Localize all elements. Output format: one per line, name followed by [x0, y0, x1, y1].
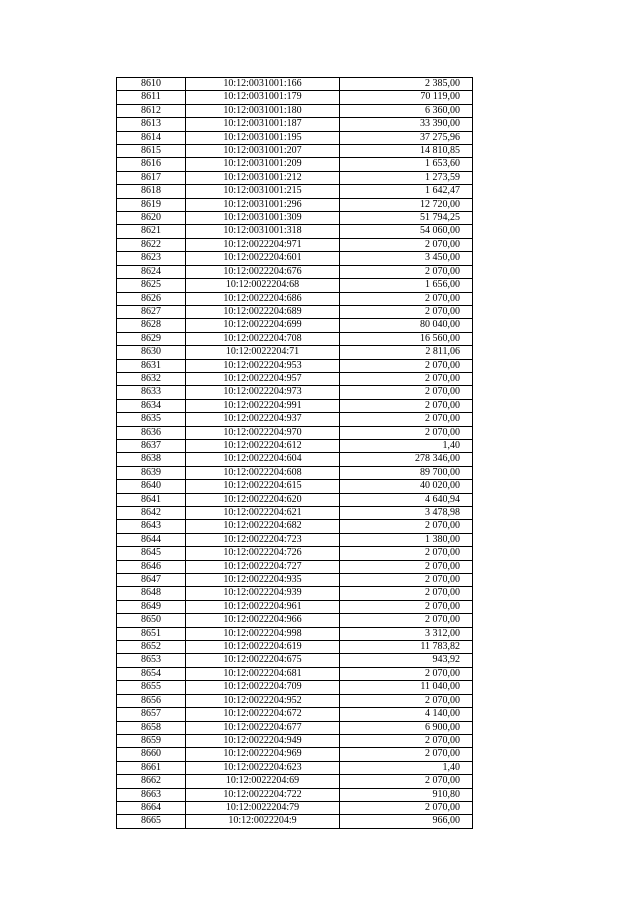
cadastral-number-cell: 10:12:0031001:209 — [186, 158, 340, 171]
table-row — [117, 560, 473, 573]
cadastral-number-cell: 10:12:0022204:672 — [186, 708, 340, 721]
table-row — [117, 225, 473, 238]
cadastral-number-cell: 10:12:0022204:708 — [186, 332, 340, 345]
row-number-cell: 8642 — [117, 507, 186, 520]
amount-cell: 11 783,82 — [340, 641, 473, 654]
table-row — [117, 466, 473, 479]
amount-cell: 278 346,00 — [340, 453, 473, 466]
row-number-cell: 8610 — [117, 78, 186, 91]
cadastral-number-cell: 10:12:0022204:623 — [186, 761, 340, 774]
table-row — [117, 145, 473, 158]
cadastral-number-cell: 10:12:0022204:682 — [186, 520, 340, 533]
row-number-cell: 8618 — [117, 185, 186, 198]
cadastral-number-cell: 10:12:0022204:79 — [186, 801, 340, 814]
row-number-cell: 8640 — [117, 480, 186, 493]
row-number-cell: 8649 — [117, 600, 186, 613]
row-number-cell: 8612 — [117, 104, 186, 117]
cadastral-number-cell: 10:12:0022204:68 — [186, 279, 340, 292]
amount-cell: 2 070,00 — [340, 587, 473, 600]
row-number-cell: 8659 — [117, 734, 186, 747]
table-row — [117, 788, 473, 801]
row-number-cell: 8650 — [117, 614, 186, 627]
amount-cell: 1 653,60 — [340, 158, 473, 171]
row-number-cell: 8622 — [117, 238, 186, 251]
amount-cell: 89 700,00 — [340, 466, 473, 479]
row-number-cell: 8627 — [117, 305, 186, 318]
amount-cell: 2 070,00 — [340, 399, 473, 412]
cadastral-number-cell: 10:12:0022204:619 — [186, 641, 340, 654]
amount-cell: 2 070,00 — [340, 520, 473, 533]
table-row — [117, 359, 473, 372]
amount-cell: 4 640,94 — [340, 493, 473, 506]
amount-cell: 910,80 — [340, 788, 473, 801]
row-number-cell: 8624 — [117, 265, 186, 278]
row-number-cell: 8639 — [117, 466, 186, 479]
cadastral-number-cell: 10:12:0022204:949 — [186, 734, 340, 747]
table-row — [117, 761, 473, 774]
row-number-cell: 8647 — [117, 574, 186, 587]
amount-cell: 2 070,00 — [340, 775, 473, 788]
table-row — [117, 78, 473, 91]
amount-cell: 3 450,00 — [340, 252, 473, 265]
amount-cell: 1 380,00 — [340, 533, 473, 546]
row-number-cell: 8626 — [117, 292, 186, 305]
row-number-cell: 8656 — [117, 694, 186, 707]
table-row — [117, 252, 473, 265]
amount-cell: 943,92 — [340, 654, 473, 667]
table-row — [117, 118, 473, 131]
amount-cell: 2 070,00 — [340, 547, 473, 560]
cadastral-number-cell: 10:12:0022204:998 — [186, 627, 340, 640]
cadastral-number-cell: 10:12:0022204:686 — [186, 292, 340, 305]
row-number-cell: 8655 — [117, 681, 186, 694]
row-number-cell: 8620 — [117, 212, 186, 225]
cadastral-number-cell: 10:12:0022204:961 — [186, 600, 340, 613]
cadastral-number-cell: 10:12:0022204:971 — [186, 238, 340, 251]
amount-cell: 51 794,25 — [340, 212, 473, 225]
amount-cell: 3 312,00 — [340, 627, 473, 640]
amount-cell: 2 070,00 — [340, 305, 473, 318]
cadastral-number-cell: 10:12:0022204:699 — [186, 319, 340, 332]
row-number-cell: 8634 — [117, 399, 186, 412]
amount-cell: 3 478,98 — [340, 507, 473, 520]
table-row — [117, 319, 473, 332]
cadastral-number-cell: 10:12:0031001:195 — [186, 131, 340, 144]
row-number-cell: 8616 — [117, 158, 186, 171]
cadastral-number-cell: 10:12:0022204:604 — [186, 453, 340, 466]
cadastral-number-cell: 10:12:0022204:9 — [186, 815, 340, 828]
table-row — [117, 131, 473, 144]
amount-cell: 2 070,00 — [340, 614, 473, 627]
amount-cell: 70 119,00 — [340, 91, 473, 104]
row-number-cell: 8664 — [117, 801, 186, 814]
amount-cell: 966,00 — [340, 815, 473, 828]
row-number-cell: 8636 — [117, 426, 186, 439]
row-number-cell: 8623 — [117, 252, 186, 265]
cadastral-number-cell: 10:12:0022204:612 — [186, 439, 340, 452]
amount-cell: 2 070,00 — [340, 359, 473, 372]
row-number-cell: 8660 — [117, 748, 186, 761]
table-row — [117, 386, 473, 399]
row-number-cell: 8638 — [117, 453, 186, 466]
row-number-cell: 8615 — [117, 145, 186, 158]
table-row — [117, 694, 473, 707]
table-row — [117, 667, 473, 680]
amount-cell: 2 070,00 — [340, 748, 473, 761]
table-row — [117, 547, 473, 560]
row-number-cell: 8611 — [117, 91, 186, 104]
table-row — [117, 627, 473, 640]
table-row — [117, 413, 473, 426]
row-number-cell: 8651 — [117, 627, 186, 640]
table-row — [117, 574, 473, 587]
table-row — [117, 91, 473, 104]
table-row — [117, 238, 473, 251]
cadastral-number-cell: 10:12:0031001:296 — [186, 198, 340, 211]
row-number-cell: 8648 — [117, 587, 186, 600]
table-row — [117, 198, 473, 211]
table-row — [117, 641, 473, 654]
amount-cell: 2 070,00 — [340, 238, 473, 251]
table-row — [117, 399, 473, 412]
table-row — [117, 279, 473, 292]
row-number-cell: 8654 — [117, 667, 186, 680]
cadastral-number-cell: 10:12:0022204:966 — [186, 614, 340, 627]
row-number-cell: 8653 — [117, 654, 186, 667]
amount-cell: 2 070,00 — [340, 560, 473, 573]
table-row — [117, 721, 473, 734]
row-number-cell: 8665 — [117, 815, 186, 828]
row-number-cell: 8630 — [117, 346, 186, 359]
table-row — [117, 600, 473, 613]
cadastral-number-cell: 10:12:0031001:179 — [186, 91, 340, 104]
table-row — [117, 614, 473, 627]
amount-cell: 2 070,00 — [340, 801, 473, 814]
cadastral-number-cell: 10:12:0022204:689 — [186, 305, 340, 318]
amount-cell: 2 070,00 — [340, 426, 473, 439]
amount-cell: 1 656,00 — [340, 279, 473, 292]
cadastral-number-cell: 10:12:0022204:615 — [186, 480, 340, 493]
amount-cell: 1,40 — [340, 439, 473, 452]
table-row — [117, 305, 473, 318]
table-row — [117, 158, 473, 171]
cadastral-number-cell: 10:12:0022204:676 — [186, 265, 340, 278]
row-number-cell: 8652 — [117, 641, 186, 654]
table-row — [117, 654, 473, 667]
cadastral-number-cell: 10:12:0022204:709 — [186, 681, 340, 694]
amount-cell: 1 273,59 — [340, 171, 473, 184]
row-number-cell: 8646 — [117, 560, 186, 573]
table-row — [117, 587, 473, 600]
row-number-cell: 8658 — [117, 721, 186, 734]
row-number-cell: 8635 — [117, 413, 186, 426]
cadastral-number-cell: 10:12:0022204:973 — [186, 386, 340, 399]
amount-cell: 2 811,06 — [340, 346, 473, 359]
table-row — [117, 748, 473, 761]
amount-cell: 14 810,85 — [340, 145, 473, 158]
cadastral-number-cell: 10:12:0022204:969 — [186, 748, 340, 761]
row-number-cell: 8625 — [117, 279, 186, 292]
amount-cell: 6 900,00 — [340, 721, 473, 734]
table-row — [117, 332, 473, 345]
amount-cell: 2 070,00 — [340, 372, 473, 385]
cadastral-number-cell: 10:12:0022204:71 — [186, 346, 340, 359]
cadastral-number-cell: 10:12:0031001:318 — [186, 225, 340, 238]
table-row — [117, 265, 473, 278]
cadastral-number-cell: 10:12:0022204:726 — [186, 547, 340, 560]
cadastral-number-cell: 10:12:0022204:939 — [186, 587, 340, 600]
amount-cell: 2 070,00 — [340, 292, 473, 305]
cadastral-number-cell: 10:12:0022204:727 — [186, 560, 340, 573]
amount-cell: 40 020,00 — [340, 480, 473, 493]
amount-cell: 2 070,00 — [340, 413, 473, 426]
table-row — [117, 212, 473, 225]
amount-cell: 2 070,00 — [340, 600, 473, 613]
table-row — [117, 372, 473, 385]
amount-cell: 1 642,47 — [340, 185, 473, 198]
amount-cell: 2 070,00 — [340, 667, 473, 680]
table-row — [117, 520, 473, 533]
cadastral-number-cell: 10:12:0031001:166 — [186, 78, 340, 91]
amount-cell: 80 040,00 — [340, 319, 473, 332]
cadastral-number-cell: 10:12:0031001:309 — [186, 212, 340, 225]
cadastral-number-cell: 10:12:0022204:677 — [186, 721, 340, 734]
table-row — [117, 439, 473, 452]
cadastral-number-cell: 10:12:0031001:215 — [186, 185, 340, 198]
table-row — [117, 681, 473, 694]
row-number-cell: 8632 — [117, 372, 186, 385]
table-row — [117, 104, 473, 117]
cadastral-number-cell: 10:12:0022204:970 — [186, 426, 340, 439]
cadastral-number-cell: 10:12:0031001:187 — [186, 118, 340, 131]
amount-cell: 2 070,00 — [340, 694, 473, 707]
table-row — [117, 346, 473, 359]
cadastral-number-cell: 10:12:0022204:621 — [186, 507, 340, 520]
table-row — [117, 734, 473, 747]
row-number-cell: 8644 — [117, 533, 186, 546]
row-number-cell: 8645 — [117, 547, 186, 560]
row-number-cell: 8643 — [117, 520, 186, 533]
cadastral-number-cell: 10:12:0031001:212 — [186, 171, 340, 184]
row-number-cell: 8661 — [117, 761, 186, 774]
row-number-cell: 8637 — [117, 439, 186, 452]
table-row — [117, 533, 473, 546]
row-number-cell: 8657 — [117, 708, 186, 721]
cadastral-number-cell: 10:12:0031001:180 — [186, 104, 340, 117]
amount-cell: 1,40 — [340, 761, 473, 774]
table-row — [117, 775, 473, 788]
row-number-cell: 8631 — [117, 359, 186, 372]
table-row — [117, 185, 473, 198]
row-number-cell: 8663 — [117, 788, 186, 801]
cadastral-number-cell: 10:12:0022204:681 — [186, 667, 340, 680]
table-row — [117, 453, 473, 466]
cadastral-number-cell: 10:12:0031001:207 — [186, 145, 340, 158]
table-row — [117, 480, 473, 493]
amount-cell: 2 070,00 — [340, 386, 473, 399]
row-number-cell: 8628 — [117, 319, 186, 332]
amount-cell: 33 390,00 — [340, 118, 473, 131]
amount-cell: 37 275,96 — [340, 131, 473, 144]
row-number-cell: 8613 — [117, 118, 186, 131]
amount-cell: 12 720,00 — [340, 198, 473, 211]
cadastral-number-cell: 10:12:0022204:935 — [186, 574, 340, 587]
cadastral-number-cell: 10:12:0022204:957 — [186, 372, 340, 385]
table-row — [117, 171, 473, 184]
table-row — [117, 426, 473, 439]
row-number-cell: 8621 — [117, 225, 186, 238]
row-number-cell: 8629 — [117, 332, 186, 345]
row-number-cell: 8619 — [117, 198, 186, 211]
row-number-cell: 8614 — [117, 131, 186, 144]
cadastral-number-cell: 10:12:0022204:937 — [186, 413, 340, 426]
amount-cell: 16 560,00 — [340, 332, 473, 345]
amount-cell: 11 040,00 — [340, 681, 473, 694]
amount-cell: 2 385,00 — [340, 78, 473, 91]
amount-cell: 6 360,00 — [340, 104, 473, 117]
table-row — [117, 507, 473, 520]
table-row — [117, 292, 473, 305]
amount-cell: 2 070,00 — [340, 574, 473, 587]
cadastral-number-cell: 10:12:0022204:722 — [186, 788, 340, 801]
amount-cell: 4 140,00 — [340, 708, 473, 721]
row-number-cell: 8662 — [117, 775, 186, 788]
cadastral-number-cell: 10:12:0022204:675 — [186, 654, 340, 667]
amount-cell: 54 060,00 — [340, 225, 473, 238]
amount-cell: 2 070,00 — [340, 265, 473, 278]
cadastral-number-cell: 10:12:0022204:953 — [186, 359, 340, 372]
table-row — [117, 801, 473, 814]
table-row — [117, 493, 473, 506]
table-row — [117, 815, 473, 828]
cadastral-number-cell: 10:12:0022204:601 — [186, 252, 340, 265]
table-body — [117, 78, 473, 829]
cadastral-number-cell: 10:12:0022204:991 — [186, 399, 340, 412]
table-row — [117, 708, 473, 721]
row-number-cell: 8633 — [117, 386, 186, 399]
cadastral-number-cell: 10:12:0022204:723 — [186, 533, 340, 546]
cadastral-number-cell: 10:12:0022204:608 — [186, 466, 340, 479]
cadastral-number-cell: 10:12:0022204:952 — [186, 694, 340, 707]
row-number-cell: 8617 — [117, 171, 186, 184]
data-table — [116, 77, 473, 829]
cadastral-number-cell: 10:12:0022204:69 — [186, 775, 340, 788]
amount-cell: 2 070,00 — [340, 734, 473, 747]
row-number-cell: 8641 — [117, 493, 186, 506]
cadastral-number-cell: 10:12:0022204:620 — [186, 493, 340, 506]
